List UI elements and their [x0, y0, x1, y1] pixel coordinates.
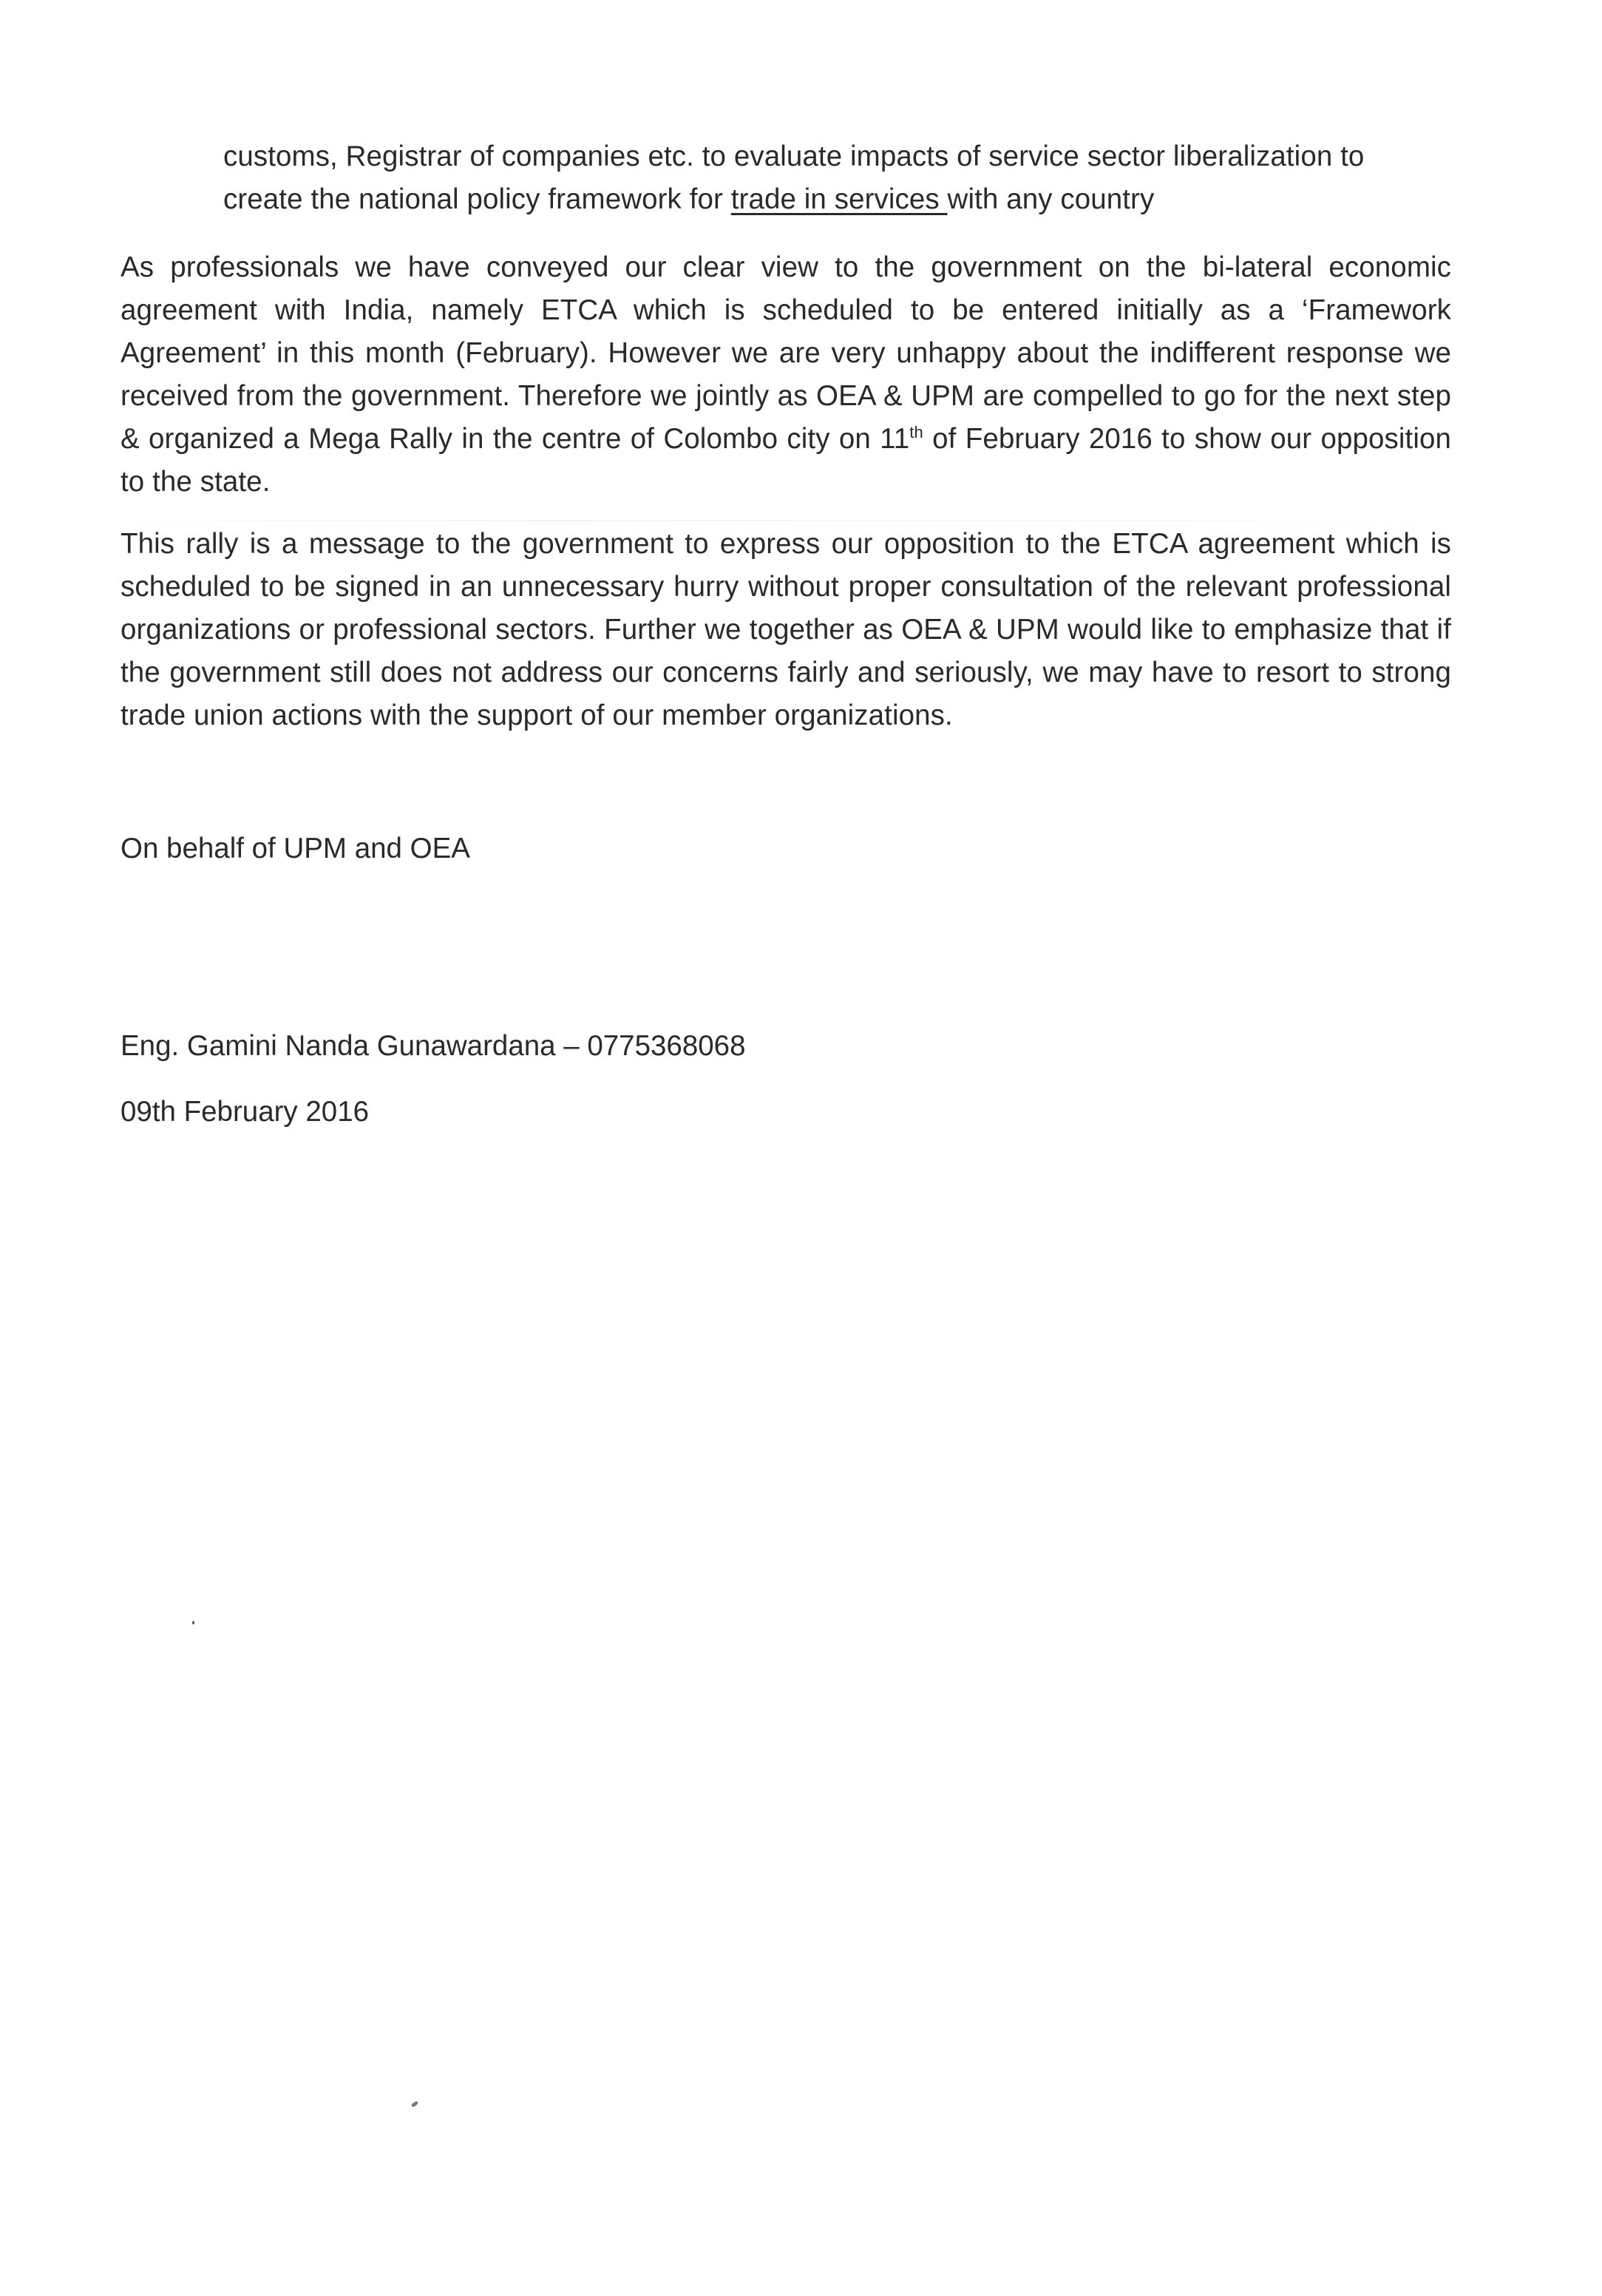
intro-line-1: customs, Registrar of companies etc. to evaluate impacts of service sector liberalization to: [223, 140, 1365, 172]
para1-superscript: th: [909, 423, 923, 442]
scan-speck: [192, 1621, 194, 1625]
signer-name-phone: Eng. Gamini Nanda Gunawardana – 0775368068: [121, 1030, 746, 1062]
paragraph-professionals-view: [121, 246, 1451, 504]
intro-line-2: [223, 178, 1480, 221]
para1-text: As professionals we have conveyed our clear view to the government on the bi-lateral economic agreement with India, namely ETCA which is scheduled to be entered initially as a ‘Framework Agreement’ in this month (February). However we are very unhappy about the indifferent response we received from the government. Therefore we jointly as OEA & UPM are compelled to go for the next step & organized a Mega Rally in the centre of Colombo city on 11: [121, 251, 1451, 455]
document-date: 09th February 2016: [121, 1096, 370, 1128]
para1-text-end: of February 2016 to show our opposition to the state.: [121, 423, 1452, 498]
intro-line-2-text: create the national policy framework for: [223, 183, 731, 215]
closing-line: On behalf of UPM and OEA: [121, 833, 470, 864]
intro-line-2-tail: with any country: [947, 183, 1155, 215]
scan-speck: [410, 2101, 418, 2108]
trade-in-services-underlined: trade in services: [730, 183, 948, 215]
paragraph-rally-message: This rally is a message to the government to express our opposition to the ETCA agreement which is scheduled to be signed in an unnecessary hurry without proper consultation of the relevant professional organizations or professional sectors. Further we together as OEA & UPM would like to emphasize that if the government still does not address our concerns fairly and seriously, we may have to resort to strong trade union actions with the support of our member organizations.: [121, 528, 1451, 731]
scan-artifact-line: [52, 520, 1530, 521]
intro-continuation: [223, 135, 1480, 221]
